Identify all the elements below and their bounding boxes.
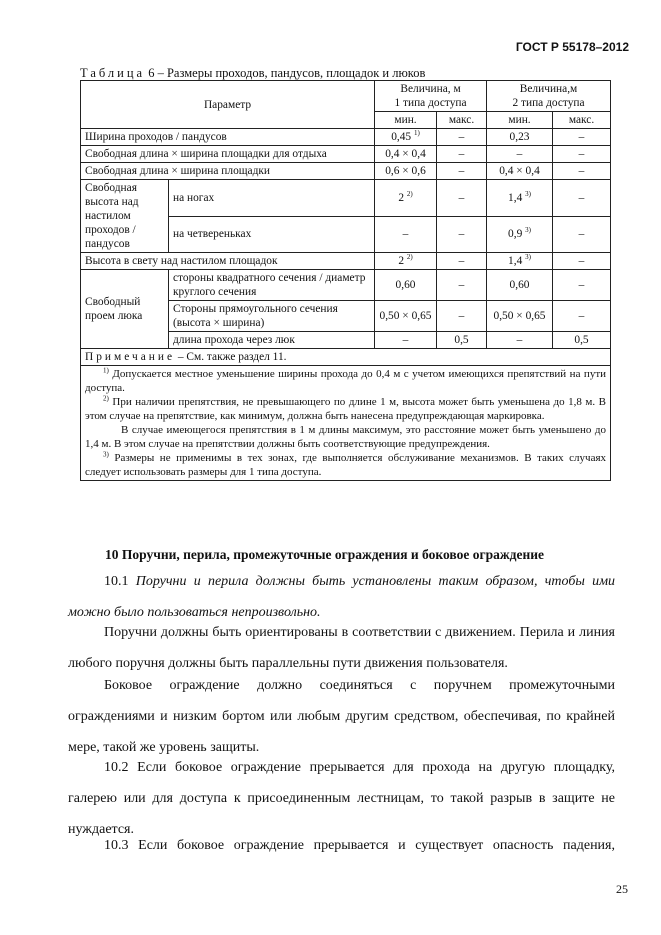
paragraph-italic-text: Поручни и перила должны быть установлены таким образом, чтобы ими можно было пользоваться непроизвольно. <box>68 574 616 620</box>
cell-min-1: 0,60 <box>375 270 437 301</box>
cell-min-2: 0,50 × 0,65 <box>487 301 553 332</box>
cell-max-1: – <box>437 180 487 217</box>
footnote-ref: 2) <box>406 253 413 262</box>
footnote-marker: 3) <box>103 450 109 459</box>
table-header-row <box>81 81 611 112</box>
cell-max-2: – <box>553 146 611 163</box>
footnote-ref: 2) <box>406 189 413 198</box>
cell-max-2: – <box>553 301 611 332</box>
header-access-type-2-line1: Величина,м <box>519 83 578 95</box>
cell-min-1 <box>375 253 437 270</box>
footnote-2-continued: В случае имеющегося препятствия в 1 м длины максимум, это расстояние может быть уменьшено до 1,4 м. В этом случае на препятствии должны быть соответствующие предупреждения. <box>85 424 607 450</box>
table-row <box>81 270 611 301</box>
cell-min-1: – <box>375 332 437 349</box>
table-footnotes-row <box>81 366 611 481</box>
cell-min-2 <box>487 253 553 270</box>
table-row <box>81 253 611 270</box>
cell-max-2: – <box>553 270 611 301</box>
cell-value: 0,45 <box>391 131 412 143</box>
row-group-clear-height: Свободная высота над настилом проходов / пандусов <box>81 180 169 253</box>
table-caption <box>80 66 425 81</box>
note-text: – См. также раздел 11. <box>175 351 287 363</box>
cell-min-1: – <box>375 216 437 253</box>
row-param: Ширина проходов / пандусов <box>81 129 375 146</box>
paragraph-number: 10.1 <box>104 574 136 589</box>
cell-min-2: – <box>487 146 553 163</box>
footnote-text: Размеры не применимы в тех зонах, где выполняется обслуживание механизмов. В таких случаях следует использовать размеры для 1 типа доступа. <box>85 452 607 478</box>
footnote-text: Допускается местное уменьшение ширины прохода до 0,4 м с учетом имеющихся препятствий на пути доступа. <box>85 368 607 394</box>
cell-min-1: 0,6 × 0,6 <box>375 163 437 180</box>
footnote-marker: 2) <box>103 394 109 403</box>
cell-max-1: – <box>437 146 487 163</box>
cell-min-2: 0,23 <box>487 129 553 146</box>
footnote-ref: 3) <box>525 226 531 235</box>
row-group-hatch: Свободный проем люка <box>81 270 169 349</box>
cell-value: 1,4 <box>508 191 523 204</box>
header-access-type-2-line2: 2 типа доступа <box>512 97 585 109</box>
row-param: Свободная длина × ширина площадки для отдыха <box>81 146 375 163</box>
header-max-2: макс. <box>553 112 611 129</box>
cell-max-2: – <box>553 180 611 217</box>
cell-min-1 <box>375 129 437 146</box>
cell-min-1: 0,4 × 0,4 <box>375 146 437 163</box>
row-sub-param: на четвереньках <box>169 216 375 253</box>
row-param: Свободная длина × ширина площадки <box>81 163 375 180</box>
table-row <box>81 146 611 163</box>
header-access-type-1-line1: Величина, м <box>400 83 461 95</box>
cell-value: 2 <box>398 191 405 204</box>
header-access-type-1 <box>375 81 487 112</box>
footnote-ref: 3) <box>525 253 531 262</box>
table-footnotes <box>81 366 611 481</box>
cell-max-1: – <box>437 163 487 180</box>
header-max-1: макс. <box>437 112 487 129</box>
table-row <box>81 180 611 217</box>
cell-min-1: 0,50 × 0,65 <box>375 301 437 332</box>
paragraph-handrails: Поручни должны быть ориентированы в соответствии с движением. Перила и линия любого поручня должны быть параллельны пути движения пользователя. <box>68 625 615 671</box>
cell-value: 1,4 <box>508 255 523 267</box>
page-number: 25 <box>616 882 628 896</box>
note-label: Примечание <box>85 351 176 363</box>
cell-min-2: – <box>487 332 553 349</box>
cell-max-2: – <box>553 253 611 270</box>
row-sub-param: стороны квадратного сечения / диаметр круглого сечения <box>169 270 375 301</box>
cell-min-2: 0,4 × 0,4 <box>487 163 553 180</box>
cell-max-1: – <box>437 270 487 301</box>
footnote-3 <box>85 451 606 479</box>
row-sub-param: Стороны прямоугольного сечения (высота × ширина) <box>169 301 375 332</box>
footnote-1 <box>85 367 606 395</box>
cell-max-1: – <box>437 301 487 332</box>
row-param: Высота в свету над настилом площадок <box>81 253 375 270</box>
footnote-marker: 1) <box>103 366 109 375</box>
table-caption-label: Таблица <box>80 66 146 80</box>
cell-value: 0,9 <box>508 228 523 241</box>
table-row <box>81 129 611 146</box>
cell-max-1: – <box>437 253 487 270</box>
table-caption-title: 6 – Размеры проходов, пандусов, площадок и люков <box>145 66 426 80</box>
cell-max-2: – <box>553 216 611 253</box>
section-heading: 10 Поручни, перила, промежуточные ограждения и боковое ограждение <box>105 547 545 562</box>
cell-max-1: 0,5 <box>437 332 487 349</box>
paragraph-10-2: 10.2 Если боковое ограждение прерывается для прохода на другую площадку, галерею или для доступа к присоединенным лестницам, то такой разрыв в защите не нуждается. <box>68 760 615 837</box>
footnote-text: При наличии препятствия, не превышающего по длине 1 м, высота может быть уменьшена до 1,8 м. В этом случае на препятствие, как минимум, должна быть нанесена предупреждающая маркировка. <box>85 396 607 422</box>
footnote-ref: 1) <box>413 129 420 138</box>
cell-min-2: 0,60 <box>487 270 553 301</box>
row-sub-param: длина прохода через люк <box>169 332 375 349</box>
cell-min-1 <box>375 180 437 217</box>
cell-max-2: – <box>553 163 611 180</box>
standard-header: ГОСТ Р 55178–2012 <box>515 40 629 54</box>
header-access-type-2 <box>487 81 611 112</box>
cell-max-1: – <box>437 129 487 146</box>
header-min-1: мин. <box>375 112 437 129</box>
header-min-2: мин. <box>487 112 553 129</box>
paragraph-side-guard: Боковое ограждение должно соединяться с поручнем промежуточными ограждениями и низким бортом или любым другим средством, обеспечивая, по крайней мере, такой же уровень защиты. <box>68 678 615 755</box>
table-note-row <box>81 349 611 366</box>
header-access-type-1-line2: 1 типа доступа <box>394 97 467 109</box>
header-parameter: Параметр <box>81 81 375 129</box>
cell-min-2 <box>487 180 553 217</box>
table-note <box>81 349 611 366</box>
cell-max-2: – <box>553 129 611 146</box>
footnote-2 <box>85 395 606 423</box>
cell-min-2 <box>487 216 553 253</box>
dimensions-table <box>80 80 611 481</box>
row-sub-param: на ногах <box>169 180 375 217</box>
paragraph-10-3: 10.3 Если боковое ограждение прерывается и существует опасность падения, <box>104 838 615 853</box>
table-row <box>81 163 611 180</box>
cell-value: 2 <box>398 255 405 267</box>
cell-max-2: 0,5 <box>553 332 611 349</box>
footnote-ref: 3) <box>525 189 531 198</box>
cell-max-1: – <box>437 216 487 253</box>
